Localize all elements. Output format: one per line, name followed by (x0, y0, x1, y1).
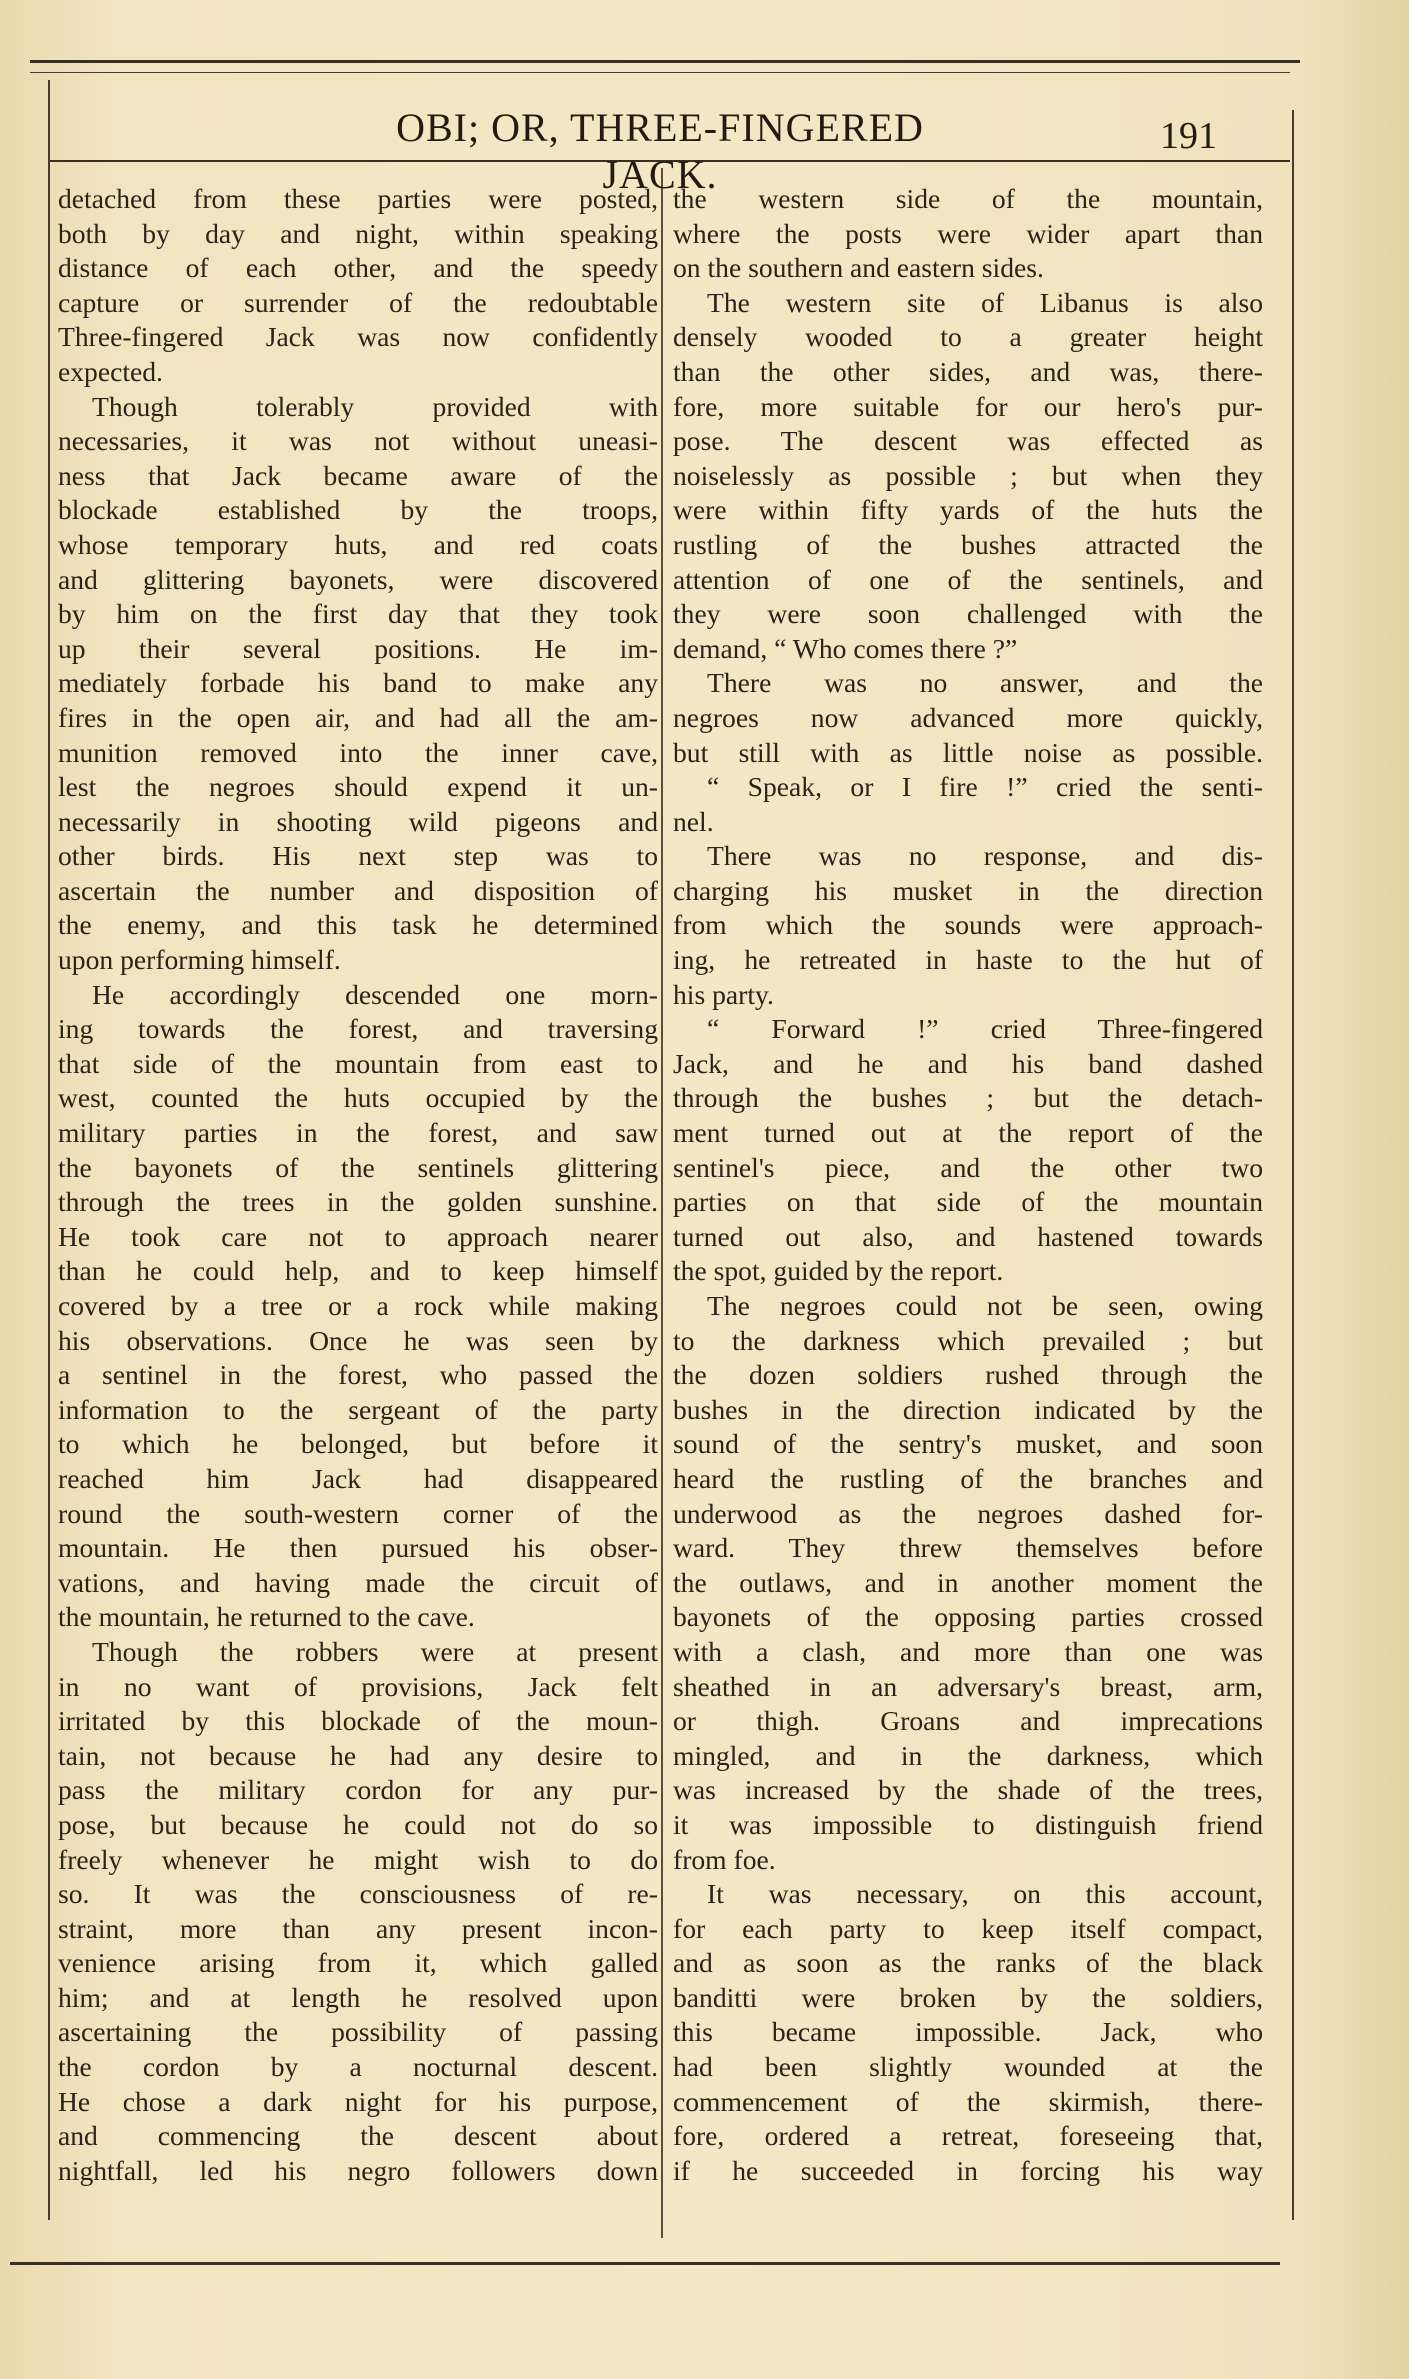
text-line: attention of one of the sentinels, and (673, 563, 1263, 595)
text-line: fires in the open air, and had all the am- (58, 701, 658, 733)
text-line: other birds. His next step was to (58, 840, 658, 872)
text-line: nel. (673, 805, 714, 837)
text-line: Though tolerably provided with (92, 390, 658, 422)
text-line: The western site of Libanus is also (707, 286, 1263, 318)
text-line: distance of each other, and the speedy (58, 252, 658, 284)
text-line: vations, and having made the circuit of (58, 1566, 658, 1598)
text-line: round the south-western corner of the (58, 1497, 658, 1529)
text-line: they were soon challenged with the (673, 598, 1263, 630)
text-line: through the trees in the golden sunshine. (58, 1186, 658, 1218)
text-line: his party. (673, 978, 774, 1010)
text-line: necessarily in shooting wild pigeons and (58, 805, 658, 837)
text-line: expected. (58, 355, 163, 387)
text-line: ward. They threw themselves before (673, 1532, 1263, 1564)
text-line: military parties in the forest, and saw (58, 1117, 658, 1149)
text-line: demand, “ Who comes there ?” (673, 632, 1018, 664)
column-divider (661, 168, 663, 2238)
top-border-rule (30, 60, 1300, 63)
text-line: capture or surrender of the redoubtable (58, 286, 658, 318)
running-title: OBI; OR, THREE-FINGERED JACK. (396, 105, 924, 197)
text-line: the enemy, and this task he determined (58, 909, 658, 941)
text-line: mingled, and in the darkness, which (673, 1739, 1263, 1771)
text-line: had been slightly wounded at the (673, 2051, 1263, 2083)
text-line: noiselessly as possible ; but when they (673, 459, 1263, 491)
text-line: the mountain, he returned to the cave. (58, 1601, 475, 1633)
text-line: or thigh. Groans and imprecations (673, 1705, 1263, 1737)
text-line: upon performing himself. (58, 944, 341, 976)
text-line: and as soon as the ranks of the black (673, 1947, 1263, 1979)
text-line: mountain. He then pursued his obser- (58, 1532, 658, 1564)
text-line: venience arising from it, which galled (58, 1947, 658, 1979)
text-line: bayonets of the opposing parties crossed (673, 1601, 1263, 1633)
text-line: ing towards the forest, and traversing (58, 1013, 658, 1045)
text-line: detached from these parties were posted, (58, 183, 658, 214)
text-line: from foe. (673, 1843, 776, 1875)
text-line: whose temporary huts, and red coats (58, 528, 658, 560)
text-line: commencement of the skirmish, there- (673, 2085, 1263, 2117)
text-line: munition removed into the inner cave, (58, 736, 658, 768)
text-line: up their several positions. He im- (58, 632, 658, 664)
text-line: necessaries, it was not without uneasi- (58, 425, 658, 457)
text-line: that side of the mountain from east to (58, 1047, 658, 1079)
text-line: lest the negroes should expend it un- (58, 771, 658, 803)
text-line: his observations. Once he was seen by (58, 1324, 658, 1356)
text-line: and commencing the descent about (58, 2120, 658, 2152)
text-line: the dozen soldiers rushed through the (673, 1359, 1263, 1391)
text-line: in no want of provisions, Jack felt (58, 1670, 658, 1702)
text-line: There was no answer, and the (707, 667, 1263, 699)
text-line: to the darkness which prevailed ; but (673, 1324, 1263, 1356)
text-line: fore, more suitable for our hero's pur- (673, 390, 1263, 422)
text-line: charging his musket in the direction (673, 874, 1263, 906)
text-line: information to the sergeant of the party (58, 1393, 658, 1425)
text-line: fore, ordered a retreat, foreseeing that, (673, 2120, 1263, 2152)
text-line: but still with as little noise as possible. (673, 736, 1263, 768)
text-line: densely wooded to a greater height (673, 321, 1263, 353)
text-line: west, counted the huts occupied by the (58, 1082, 658, 1114)
text-line: the spot, guided by the report. (673, 1255, 1004, 1287)
text-line: mediately forbade his band to make any (58, 667, 658, 699)
text-line: irritated by this blockade of the moun- (58, 1705, 658, 1737)
text-line: It was necessary, on this account, (707, 1878, 1263, 1910)
text-line: through the bushes ; but the detach- (673, 1082, 1263, 1114)
text-line: the cordon by a nocturnal descent. (58, 2051, 658, 2083)
text-line: if he succeeded in forcing his way (673, 2154, 1263, 2186)
text-line: There was no response, and dis- (707, 840, 1263, 872)
page-number: 191 (1160, 115, 1217, 157)
top-border-rule-inner (30, 72, 1290, 73)
text-line: “ Speak, or I fire !” cried the senti- (707, 771, 1263, 803)
text-line: The negroes could not be seen, owing (707, 1290, 1263, 1321)
right-border-rule (1292, 110, 1294, 2220)
text-line: bushes in the direction indicated by the (673, 1393, 1263, 1425)
left-border-rule (48, 80, 50, 2220)
text-line: underwood as the negroes dashed for- (673, 1497, 1263, 1529)
text-line: for each party to keep itself compact, (673, 1912, 1263, 1944)
text-line: both by day and night, within speaking (58, 217, 658, 249)
text-column-left (58, 182, 658, 2188)
text-line: than he could help, and to keep himself (58, 1255, 658, 1287)
text-line: nightfall, led his negro followers down (58, 2154, 658, 2186)
text-line: “ Forward !” cried Three-fingered (707, 1013, 1263, 1045)
text-line: ascertain the number and disposition of (58, 874, 658, 906)
text-line: Jack, and he and his band dashed (673, 1047, 1263, 1079)
text-line: this became impossible. Jack, who (673, 2016, 1263, 2048)
text-line: rustling of the bushes attracted the (673, 528, 1263, 560)
text-line: the western side of the mountain, (673, 183, 1263, 214)
text-line: him; and at length he resolved upon (58, 1981, 658, 2013)
text-line: and glittering bayonets, were discovered (58, 563, 658, 595)
text-column-right (673, 182, 1263, 2188)
text-line: turned out also, and hastened towards (673, 1220, 1263, 1252)
text-line: sheathed in an adversary's breast, arm, (673, 1670, 1263, 1702)
text-line: were within fifty yards of the huts the (673, 494, 1263, 526)
text-line: Though the robbers were at present (92, 1635, 658, 1667)
text-line: reached him Jack had disappeared (58, 1462, 658, 1494)
text-line: Three-fingered Jack was now confidently (58, 321, 658, 353)
text-line: to which he belonged, but before it (58, 1428, 658, 1460)
text-line: heard the rustling of the branches and (673, 1462, 1263, 1494)
text-line: He chose a dark night for his purpose, (58, 2085, 658, 2117)
text-line: parties on that side of the mountain (673, 1186, 1263, 1218)
text-line: freely whenever he might wish to do (58, 1843, 658, 1875)
text-line: ment turned out at the report of the (673, 1117, 1263, 1149)
text-line: negroes now advanced more quickly, (673, 701, 1263, 733)
text-line: where the posts were wider apart than (673, 217, 1263, 249)
text-line: pose, but because he could not do so (58, 1808, 658, 1840)
text-line: straint, more than any present incon- (58, 1912, 658, 1944)
text-line: ing, he retreated in haste to the hut of (673, 944, 1263, 976)
text-line: was increased by the shade of the trees, (673, 1774, 1263, 1806)
text-line: with a clash, and more than one was (673, 1635, 1263, 1667)
text-line: tain, not because he had any desire to (58, 1739, 658, 1771)
text-line: from which the sounds were approach- (673, 909, 1263, 941)
text-line: ascertaining the possibility of passing (58, 2016, 658, 2048)
text-line: a sentinel in the forest, who passed the (58, 1359, 658, 1391)
text-line: He took care not to approach nearer (58, 1220, 658, 1252)
text-line: sentinel's piece, and the other two (673, 1151, 1263, 1183)
text-line: on the southern and eastern sides. (673, 252, 1044, 284)
text-line: covered by a tree or a rock while making (58, 1290, 658, 1321)
text-line: banditti were broken by the soldiers, (673, 1981, 1263, 2013)
text-line: it was impossible to distinguish friend (673, 1808, 1263, 1840)
text-line: pass the military cordon for any pur- (58, 1774, 658, 1806)
text-line: pose. The descent was effected as (673, 425, 1263, 457)
text-line: He accordingly descended one morn- (92, 978, 658, 1010)
text-line: blockade established by the troops, (58, 494, 658, 526)
text-line: the outlaws, and in another moment the (673, 1566, 1263, 1598)
bottom-border-rule (10, 2262, 1280, 2265)
text-line: than the other sides, and was, there- (673, 355, 1263, 387)
text-line: by him on the first day that they took (58, 598, 658, 630)
text-line: the bayonets of the sentinels glittering (58, 1151, 658, 1183)
text-line: ness that Jack became aware of the (58, 459, 658, 491)
text-line: so. It was the consciousness of re- (58, 1878, 658, 1910)
text-line: sound of the sentry's musket, and soon (673, 1428, 1263, 1460)
